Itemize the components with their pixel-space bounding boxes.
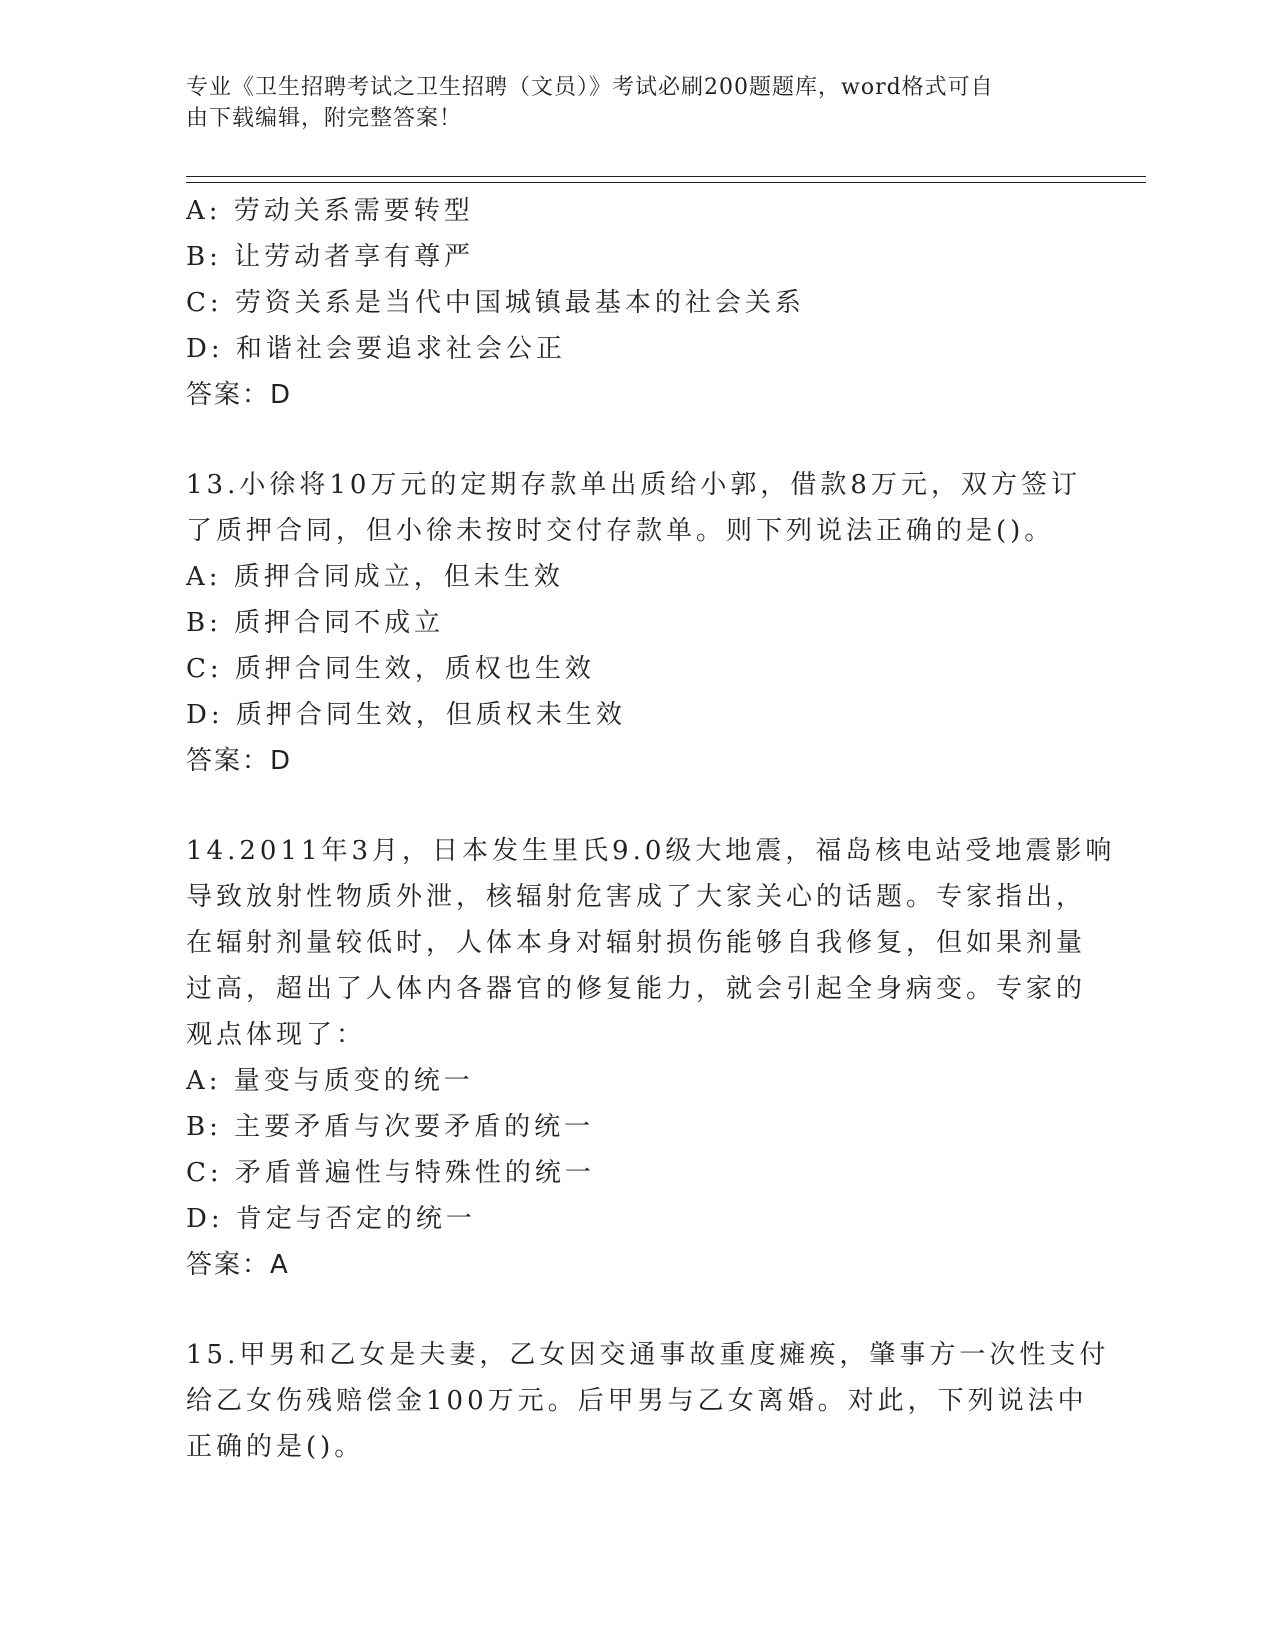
option-b: B: 质押合同不成立 — [186, 608, 445, 638]
option-d: D: 质押合同生效，但质权未生效 — [186, 700, 626, 730]
answer-line: 答案：D — [186, 746, 293, 776]
option-c: C: 劳资关系是当代中国城镇最基本的社会关系 — [186, 288, 805, 318]
option-a: A: 质押合同成立，但未生效 — [186, 562, 564, 592]
header-title-line-2: 由下载编辑，附完整答案！ — [186, 106, 463, 131]
question-text-line: 导致放射性物质外泄，核辐射危害成了大家关心的话题。专家指出， — [186, 882, 1087, 912]
header-rule-top — [186, 176, 1146, 177]
question-text-line: 13.小徐将10万元的定期存款单出质给小郭，借款8万元，双方签订 — [186, 470, 1081, 500]
option-b: B: 主要矛盾与次要矛盾的统一 — [186, 1112, 595, 1142]
question-text-line: 14.2011年3月，日本发生里氏9.0级大地震，福岛核电站受地震影响 — [186, 836, 1116, 866]
question-block-14 — [186, 828, 1116, 1288]
answer-line: 答案：A — [186, 1250, 290, 1280]
option-d: D: 肯定与否定的统一 — [186, 1204, 476, 1234]
option-a: A: 劳动关系需要转型 — [186, 196, 474, 226]
option-b: B: 让劳动者享有尊严 — [186, 242, 475, 272]
header-rule-bottom — [186, 182, 1146, 183]
question-block-13 — [186, 462, 1086, 784]
option-d: D: 和谐社会要追求社会公正 — [186, 334, 566, 364]
option-c: C: 矛盾普遍性与特殊性的统一 — [186, 1158, 595, 1188]
answer-line: 答案：D — [186, 380, 293, 410]
question-text-line: 过高，超出了人体内各器官的修复能力，就会引起全身病变。专家的 — [186, 974, 1087, 1004]
document-body — [186, 188, 1116, 1470]
question-block-15 — [186, 1332, 1110, 1470]
option-c: C: 质押合同生效，质权也生效 — [186, 654, 595, 684]
option-a: A: 量变与质变的统一 — [186, 1066, 474, 1096]
question-text-line: 在辐射剂量较低时，人体本身对辐射损伤能够自我修复，但如果剂量 — [186, 928, 1087, 958]
document-header — [186, 72, 1066, 134]
header-title-line-1: 专业《卫生招聘考试之卫生招聘（文员）》考试必刷200题题库，word格式可自 — [186, 75, 994, 100]
question-text-line: 给乙女伤残赔偿金100万元。后甲男与乙女离婚。对此，下列说法中 — [186, 1386, 1088, 1416]
question-block-12 — [186, 188, 1086, 418]
question-text-line: 正确的是()。 — [186, 1432, 365, 1462]
question-text-line: 观点体现了： — [186, 1020, 367, 1050]
question-text-line: 了质押合同，但小徐未按时交付存款单。则下列说法正确的是()。 — [186, 516, 1055, 546]
question-text-line: 15.甲男和乙女是夫妻，乙女因交通事故重度瘫痪，肇事方一次性支付 — [186, 1340, 1110, 1370]
